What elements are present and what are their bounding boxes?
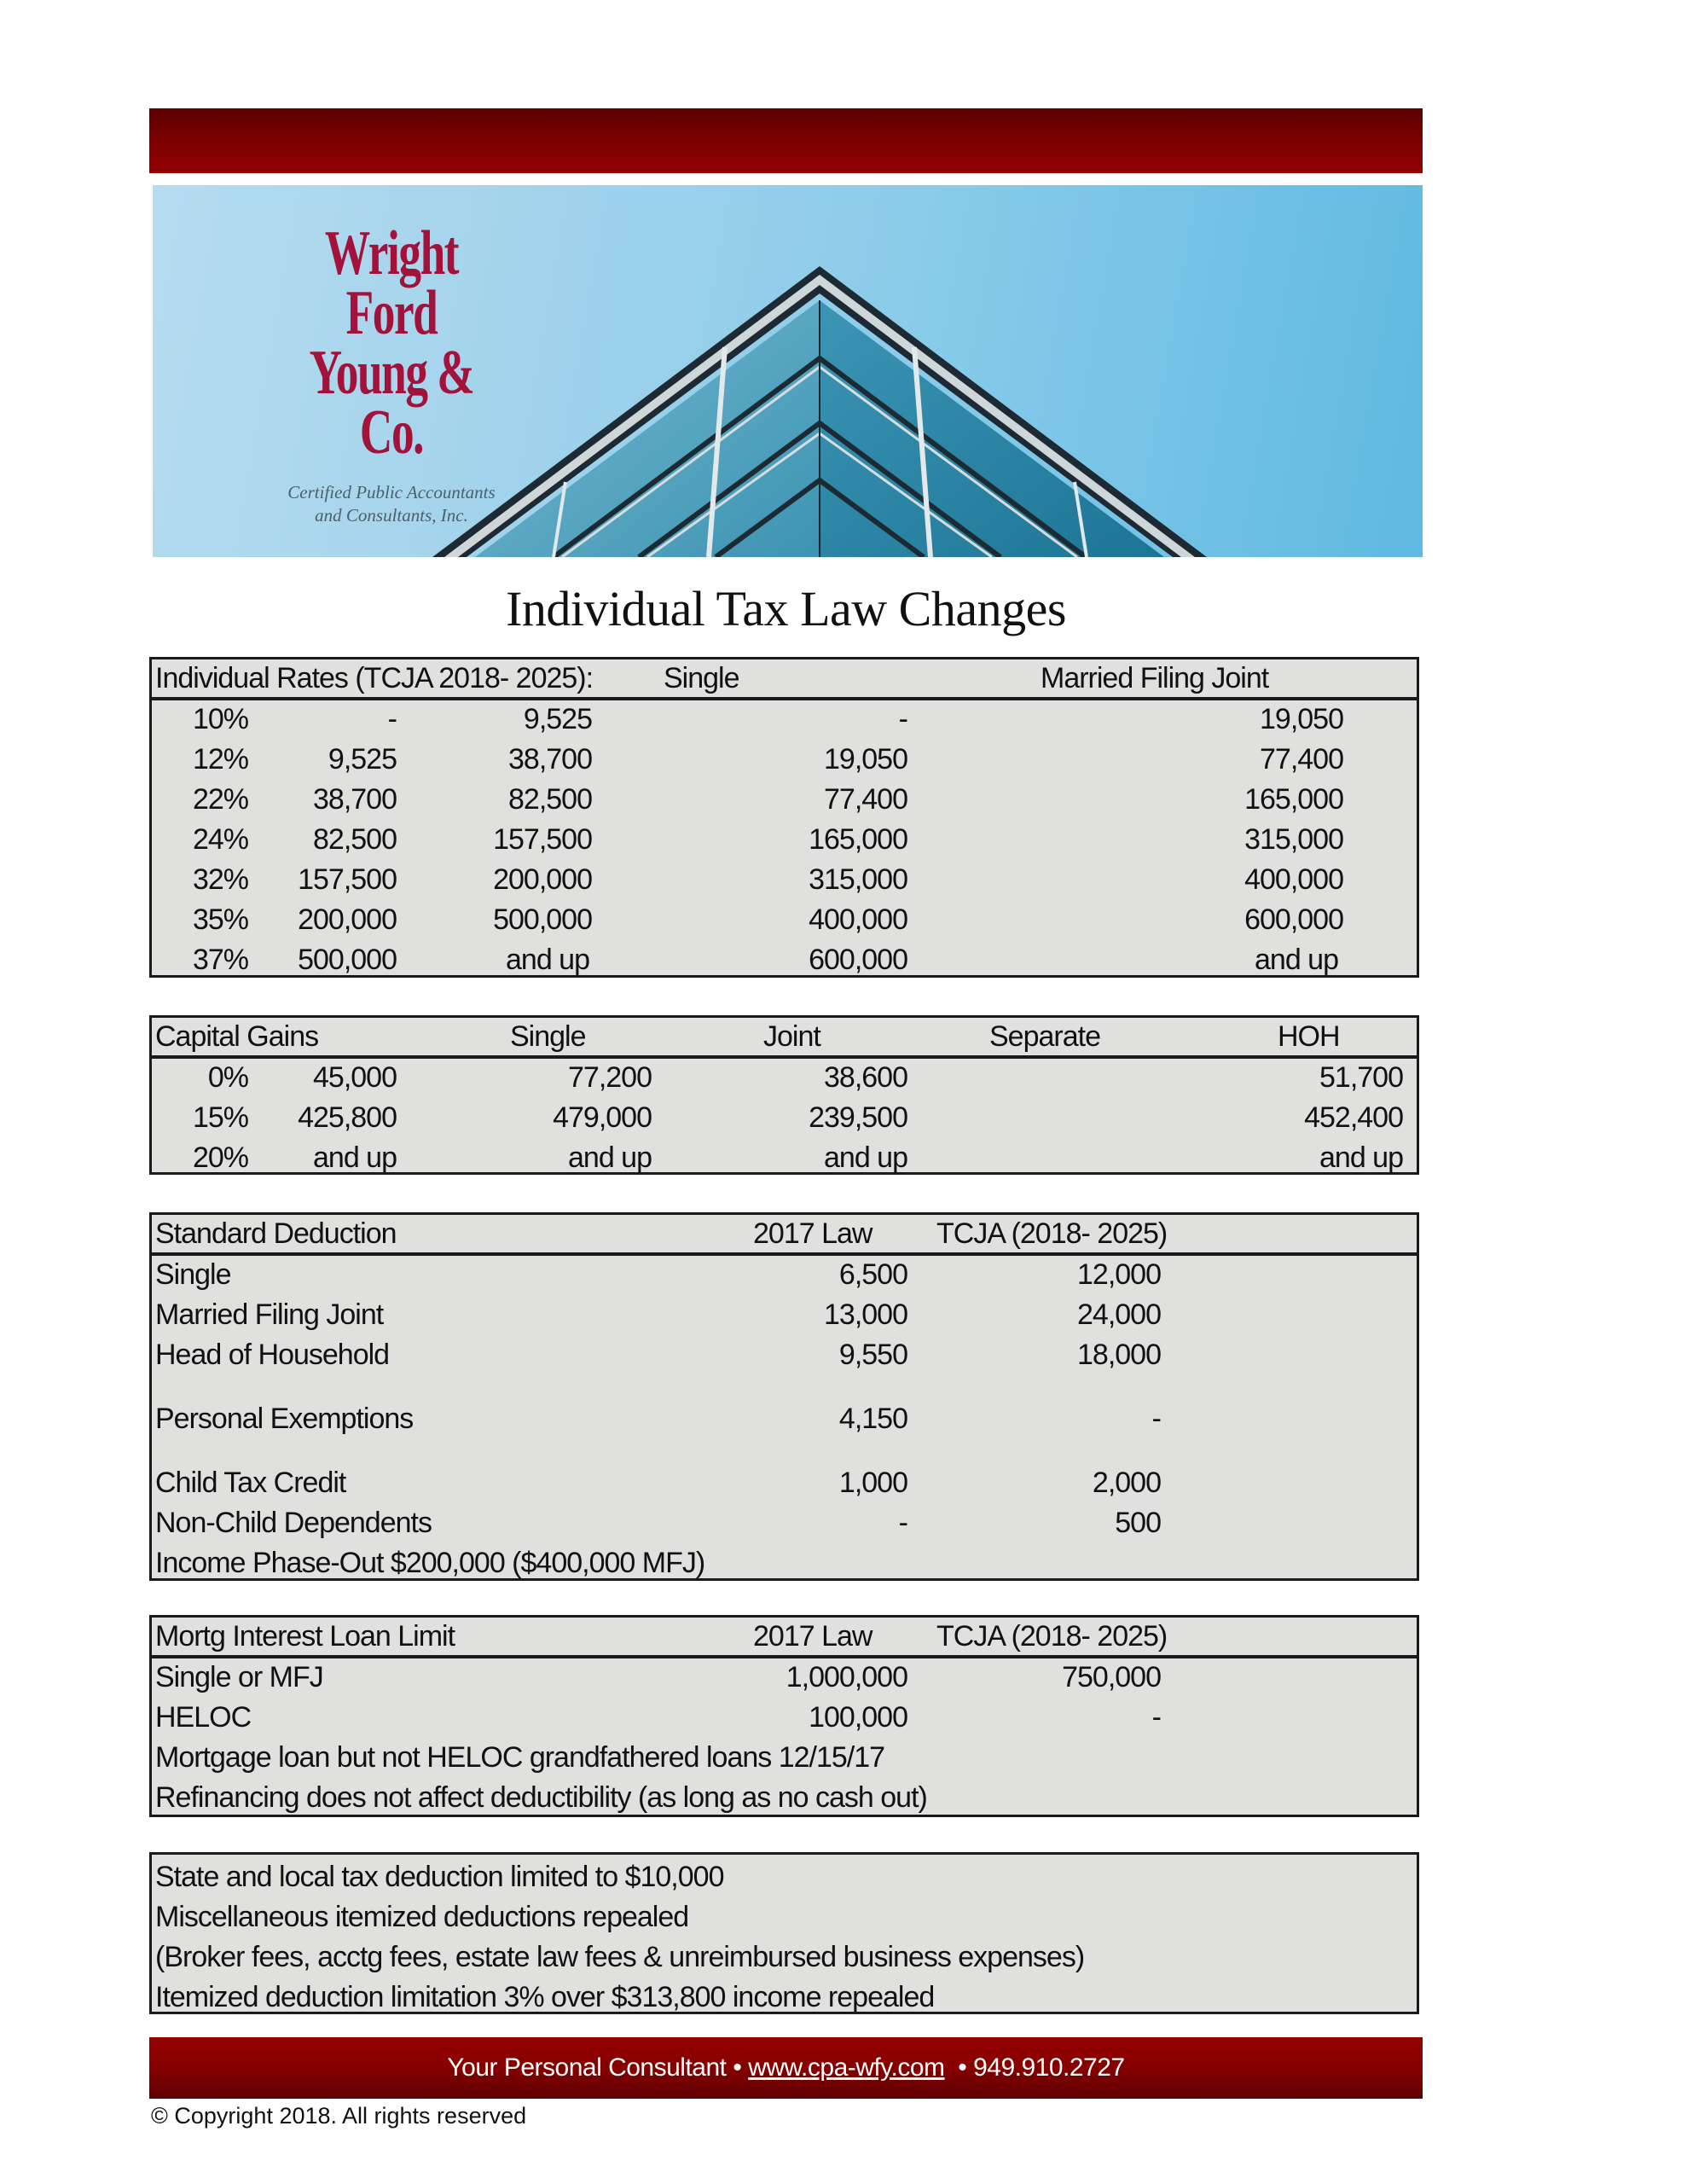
bullet-separator: • (958, 2053, 967, 2082)
table-header (152, 659, 1417, 700)
mfj-from-cell: 400,000 (809, 903, 907, 936)
bullet-separator: • (733, 2053, 742, 2082)
itemized-note (152, 1898, 1417, 1938)
single-to-cell: 500,000 (493, 903, 592, 936)
single-cell: 45,000 (313, 1061, 397, 1094)
row-label: Single or MFJ (155, 1661, 323, 1693)
firm-name-line-1: Wright (324, 218, 459, 288)
separate-cell: and up (824, 1141, 907, 1174)
rate-cell: 37% (192, 944, 248, 976)
single-from-cell: 9,525 (328, 743, 397, 775)
mortgage-note (152, 1739, 1417, 1779)
single-to-cell: and up (506, 944, 589, 976)
single-from-cell: 157,500 (298, 863, 397, 896)
joint-cell: 77,200 (568, 1061, 652, 1094)
joint-cell: 479,000 (553, 1101, 652, 1134)
law-2017-cell: 1,000 (838, 1467, 907, 1499)
table-row (152, 901, 1417, 941)
header-2017-law: 2017 Law (753, 1620, 872, 1653)
firm-name-line-2: Ford (345, 278, 438, 348)
header-tcja: TCJA (2018- 2025) (936, 1217, 1168, 1250)
mfj-to-cell: 165,000 (1244, 783, 1343, 816)
mfj-from-cell: 165,000 (809, 823, 907, 856)
footer-tagline: Your Personal Consultant (447, 2053, 727, 2082)
table-row (152, 861, 1417, 901)
row-label: Single (155, 1258, 231, 1291)
note-text: State and local tax deduction limited to $10,000 (155, 1861, 724, 1893)
table-row (152, 700, 1417, 741)
tcja-cell: 24,000 (1077, 1298, 1161, 1331)
phase-out-text: Income Phase-Out $200,000 ($400,000 MFJ) (155, 1547, 705, 1579)
table-row (152, 1504, 1417, 1544)
firm-subtitle-line-1: Certified Public Accountants (287, 482, 496, 502)
page-title: Individual Tax Law Changes (506, 581, 1066, 636)
firm-subtitle (264, 481, 519, 527)
table-row (152, 821, 1417, 861)
header-single: Single (510, 1020, 586, 1053)
law-2017-cell: - (898, 1507, 907, 1539)
header-2017-law: 2017 Law (753, 1217, 872, 1250)
table-row (152, 1464, 1417, 1504)
table-row (152, 941, 1417, 981)
tcja-cell: 500 (1115, 1507, 1161, 1539)
individual-rates-table (149, 657, 1419, 978)
notes-list (152, 1858, 1417, 2018)
mfj-from-cell: 315,000 (809, 863, 907, 896)
table-row (152, 1658, 1417, 1699)
separate-cell: 239,500 (809, 1101, 907, 1134)
mfj-from-cell: 600,000 (809, 944, 907, 976)
mfj-to-cell: 19,050 (1260, 703, 1343, 735)
capital-gains-table (149, 1015, 1419, 1175)
single-to-cell: 82,500 (508, 783, 592, 816)
table-row (152, 1139, 1417, 1179)
table-body (152, 700, 1417, 981)
law-2017-cell: 6,500 (838, 1258, 907, 1291)
mfj-from-cell: 77,400 (824, 783, 907, 816)
firm-subtitle-line-2: and Consultants, Inc. (315, 505, 468, 526)
standard-deduction-table (149, 1212, 1419, 1581)
rate-cell: 22% (192, 783, 248, 816)
single-from-cell: 82,500 (313, 823, 397, 856)
row-label: Head of Household (155, 1339, 390, 1371)
single-cell: and up (313, 1141, 397, 1174)
mfj-to-cell: 315,000 (1244, 823, 1343, 856)
table-header (152, 1018, 1417, 1059)
phase-out-note (152, 1544, 1417, 1584)
single-from-cell: 200,000 (298, 903, 397, 936)
header-hoh: HOH (1278, 1020, 1340, 1053)
single-from-cell: 500,000 (298, 944, 397, 976)
header-label: Mortg Interest Loan Limit (155, 1620, 455, 1653)
rate-cell: 24% (192, 823, 248, 856)
website-link[interactable]: www.cpa-wfy.com (748, 2053, 945, 2082)
mortgage-interest-table (149, 1615, 1419, 1817)
header-single: Single (664, 662, 739, 694)
single-to-cell: 200,000 (493, 863, 592, 896)
table-row (152, 741, 1417, 781)
table-row (152, 1400, 1417, 1440)
row-label: Married Filing Joint (155, 1298, 384, 1331)
rate-cell: 12% (192, 743, 248, 775)
tcja-cell: - (1151, 1403, 1161, 1435)
firm-logo (264, 218, 519, 527)
table-row (152, 1336, 1417, 1376)
header-mfj: Married Filing Joint (1041, 662, 1269, 694)
single-to-cell: 157,500 (493, 823, 592, 856)
note-text: Mortgage loan but not HELOC grandfathered loans 12/15/17 (155, 1741, 885, 1774)
mfj-to-cell: and up (1255, 944, 1338, 976)
note-text: Itemized deduction limitation 3% over $313,800 income repealed (155, 1981, 935, 2013)
hoh-cell: 51,700 (1319, 1061, 1403, 1094)
single-from-cell: 38,700 (313, 783, 397, 816)
law-2017-cell: 1,000,000 (786, 1661, 907, 1693)
table-header (152, 1215, 1417, 1256)
single-to-cell: 38,700 (508, 743, 592, 775)
hoh-cell: 452,400 (1304, 1101, 1403, 1134)
footer-bar (149, 2037, 1423, 2099)
header-joint: Joint (763, 1020, 820, 1053)
hoh-cell: and up (1319, 1141, 1403, 1174)
table-header (152, 1618, 1417, 1658)
joint-cell: and up (568, 1141, 652, 1174)
header-label: Capital Gains (155, 1020, 319, 1053)
note-text: Refinancing does not affect deductibility (as long as no cash out) (155, 1781, 927, 1814)
itemized-note (152, 1938, 1417, 1978)
law-2017-cell: 9,550 (838, 1339, 907, 1371)
itemized-note (152, 1858, 1417, 1898)
mfj-to-cell: 600,000 (1244, 903, 1343, 936)
row-label: Non-Child Dependents (155, 1507, 432, 1539)
law-2017-cell: 100,000 (809, 1701, 907, 1734)
banner-image (153, 185, 1423, 557)
table-body (152, 1059, 1417, 1179)
copyright-notice: © Copyright 2018. All rights reserved (151, 2103, 527, 2129)
firm-name-line-3: Young & Co. (309, 338, 474, 468)
header-label: Standard Deduction (155, 1217, 397, 1250)
header-tcja: TCJA (2018- 2025) (936, 1620, 1168, 1653)
single-from-cell: - (387, 703, 397, 735)
separate-cell: 38,600 (824, 1061, 907, 1094)
table-row (152, 1059, 1417, 1099)
mfj-from-cell: - (898, 703, 907, 735)
table-row (152, 1699, 1417, 1739)
header-separate: Separate (989, 1020, 1100, 1053)
law-2017-cell: 13,000 (824, 1298, 907, 1331)
mfj-from-cell: 19,050 (824, 743, 907, 775)
tcja-cell: 750,000 (1062, 1661, 1161, 1693)
mortgage-note (152, 1779, 1417, 1819)
row-label: HELOC (155, 1701, 252, 1734)
single-cell: 425,800 (298, 1101, 397, 1134)
row-label: Child Tax Credit (155, 1467, 346, 1499)
itemized-note (152, 1978, 1417, 2018)
tcja-cell: 18,000 (1077, 1339, 1161, 1371)
table-body (152, 1256, 1417, 1584)
tcja-cell: 2,000 (1092, 1467, 1161, 1499)
law-2017-cell: 4,150 (838, 1403, 907, 1435)
table-body (152, 1658, 1417, 1819)
table-row (152, 1256, 1417, 1296)
note-text: (Broker fees, acctg fees, estate law fees & unreimbursed business expenses) (155, 1941, 1085, 1973)
rate-cell: 10% (192, 703, 248, 735)
mfj-to-cell: 400,000 (1244, 863, 1343, 896)
header-bar (149, 108, 1423, 173)
single-to-cell: 9,525 (523, 703, 592, 735)
rate-cell: 35% (192, 903, 248, 936)
tcja-cell: - (1151, 1701, 1161, 1734)
header-label: Individual Rates (TCJA 2018- 2025): (155, 662, 594, 694)
table-row (152, 1099, 1417, 1139)
rate-cell: 20% (192, 1141, 248, 1174)
row-label: Personal Exemptions (155, 1403, 414, 1435)
note-text: Miscellaneous itemized deductions repealed (155, 1901, 689, 1933)
rate-cell: 0% (207, 1061, 248, 1094)
table-row (152, 1296, 1417, 1336)
tcja-cell: 12,000 (1077, 1258, 1161, 1291)
phone-number: 949.910.2727 (973, 2053, 1125, 2082)
table-row (152, 781, 1417, 821)
mfj-to-cell: 77,400 (1260, 743, 1343, 775)
itemized-deductions-notes (149, 1852, 1419, 2014)
rate-cell: 32% (192, 863, 248, 896)
rate-cell: 15% (192, 1101, 248, 1134)
